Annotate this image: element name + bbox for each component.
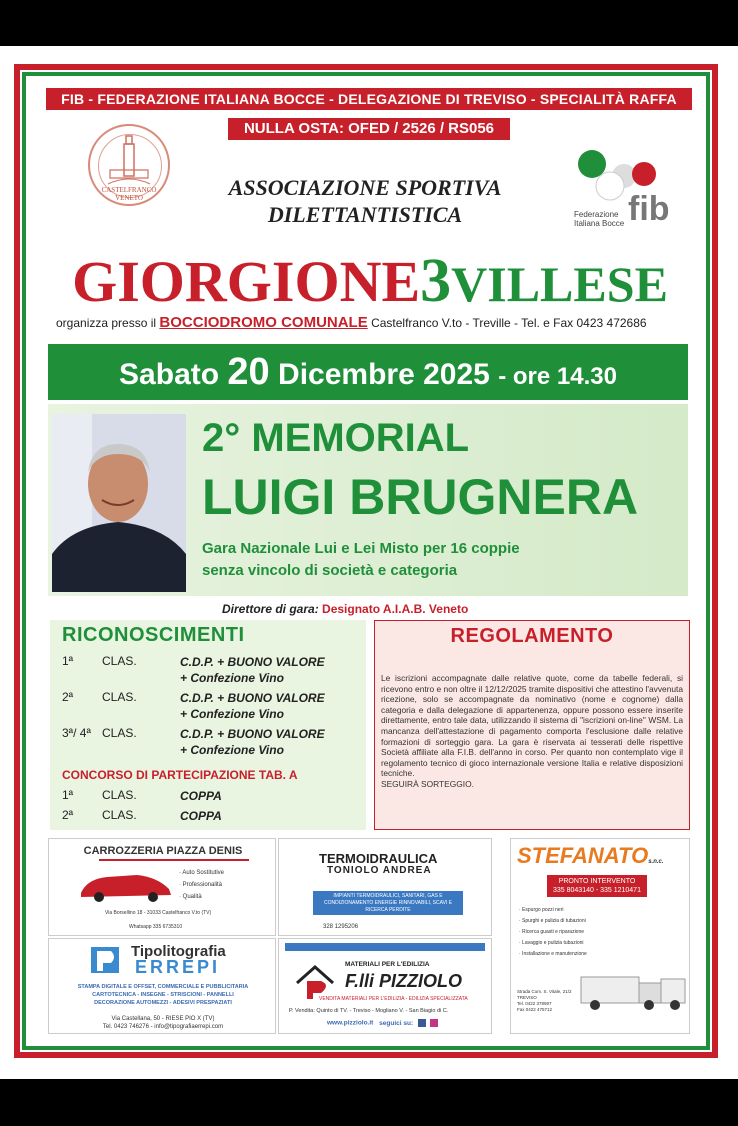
- instagram-icon[interactable]: [430, 1019, 438, 1027]
- fib-caption-1: Federazione: [574, 210, 619, 219]
- association-title: [180, 174, 550, 228]
- carrozzeria-feature: · Auto Sostitutive: [179, 870, 225, 876]
- pizziolo-web[interactable]: www.pizziolo.it: [327, 1019, 374, 1027]
- prize-row: [62, 654, 362, 688]
- stefanato-name-text: STEFANATO: [517, 843, 649, 868]
- carrozzeria-feature: · Professionalità: [179, 882, 223, 888]
- date-day: 20: [227, 351, 270, 393]
- stefanato-service: · Espurgo pozzi neri: [519, 907, 564, 913]
- prize-position: 3ª/ 4ª: [62, 726, 91, 740]
- memorial-line-1: 2° MEMORIAL: [202, 416, 470, 460]
- date-time: - ore 14.30: [498, 363, 617, 390]
- memorial-desc-1: Gara Nazionale Lui e Lei Misto per 16 coppie: [202, 540, 520, 557]
- stefanato-service: · Ricerca guasti e riparazione: [519, 929, 585, 935]
- sponsor-stefanato: [510, 838, 690, 1034]
- portrait-photo: [52, 414, 186, 592]
- truck-icon: [577, 969, 689, 1013]
- errepi-desc-2: CARTOTECNICA - INSEGNE - STRISCIONI - PANNELLI: [92, 992, 234, 998]
- pizziolo-social-label: seguici su:: [379, 1019, 414, 1027]
- date-month-year: Dicembre 2025: [278, 358, 490, 391]
- stefanato-tel: Tel. 0422 378997: [517, 1001, 552, 1006]
- fib-logo-text: fib: [628, 190, 670, 228]
- prize-text: [180, 726, 380, 758]
- stefanato-pronto-label: PRONTO INTERVENTO: [558, 878, 636, 885]
- riconoscimenti-title: RICONOSCIMENTI: [62, 624, 245, 646]
- regolamento-body: Le iscrizioni accompagnate dalle relative quote, come da tabelle federali, si ricevono entro e non oltre il 12/12/2025 tramite dispositivi che attestino l'avvenuta ricezione, solo se accompagnate da nominativo (nome e cognome) dalla categoria e dalla delegazione di appartenenza, oppure possono essere inserite direttamente, entro tale data, utilizzando il sistema di "iscrizioni on-line" WSM. La mancanza dell'attestazione di pagamento comporta l'esclusione dalle relative formazioni di sorteggio gara. La gara è riservata ai tesserati delle rispettive Società affiliate alla F.I.B. dell'anno in corso. Per quanto non contemplato vige il regolamento tecnico di gioco internazionale versione Italia e relative disposizioni tecniche.: [381, 673, 683, 779]
- stefanato-contacts: [517, 989, 577, 1013]
- concorso-row: [62, 788, 362, 804]
- prize-position: 1ª: [62, 654, 74, 668]
- race-director-label: Direttore di gara:: [222, 602, 319, 616]
- sponsors-grid: [48, 838, 690, 1036]
- event-date-banner: [48, 344, 688, 400]
- fib-banner: FIB - FEDERAZIONE ITALIANA BOCCE - DELEGAZIONE DI TREVISO - SPECIALITÀ RAFFA: [46, 88, 692, 110]
- memorial-description: [202, 538, 520, 582]
- carrozzeria-address: Via Borsellino 18 - 31033 Castelfranco V.to (TV): [105, 910, 212, 916]
- carrozzeria-name: CARROZZERIA PIAZZA DENIS: [83, 845, 243, 857]
- memorial-section: [48, 404, 688, 596]
- club-name-part2: VILLESE: [451, 256, 668, 312]
- concorso-prize: COPPA: [180, 789, 222, 803]
- fib-caption-2: Italiana Bocce: [574, 219, 625, 228]
- club-name: [40, 246, 700, 317]
- venue-address: Castelfranco V.to - Treville - Tel. e Fax 0423 472686: [371, 316, 647, 330]
- memorial-line-2: LUIGI BRUGNERA: [202, 469, 639, 525]
- stefanato-name: [517, 843, 664, 869]
- concorso-position: 1ª: [62, 788, 74, 802]
- stefanato-suffix: s.n.c.: [648, 859, 664, 865]
- termo-name-2: TONIOLO ANDREA: [327, 865, 432, 876]
- prize-line-2: + Confezione Vino: [180, 743, 284, 757]
- assoc-line-2: DILETTANTISTICA: [267, 202, 463, 227]
- errepi-address: Via Castellana, 50 - RIESE PIO X (TV): [111, 1016, 215, 1022]
- concorso-title: CONCORSO DI PARTECIPAZIONE TAB. A: [62, 768, 298, 782]
- castelfranco-seal-logo: [88, 124, 170, 206]
- pizziolo-tag: MATERIALI PER L'EDILIZIA: [345, 961, 430, 968]
- prize-line-1: C.D.P. + BUONO VALORE: [180, 727, 325, 741]
- stefanato-service: · Installazione e manutenzione: [519, 951, 587, 957]
- errepi-name-1: Tipolitografia: [131, 943, 226, 960]
- race-director: [222, 602, 468, 616]
- concorso-clas: CLAS.: [102, 808, 137, 822]
- organizer-line: [56, 314, 696, 331]
- prize-line-2: + Confezione Vino: [180, 671, 284, 685]
- stefanato-phones: 335 8043140 - 335 1210471: [553, 887, 641, 894]
- organizer-prefix: organizza presso il: [56, 316, 157, 330]
- venue-name: BOCCIODROMO COMUNALE: [159, 314, 368, 331]
- stefanato-fax: Fax 0422 475712: [517, 1007, 553, 1012]
- errepi-tel: Tel. 0423 746276 - info@tipografiaerrepi.com: [102, 1024, 224, 1030]
- pizziolo-web-row: [327, 1019, 438, 1028]
- carrozzeria-feature: · Qualità: [179, 894, 202, 900]
- concorso-row: [62, 808, 362, 824]
- stefanato-service: · Spurghi e pulizia di tubazioni: [519, 918, 586, 924]
- fib-caption: [574, 210, 624, 228]
- prize-clas: CLAS.: [102, 690, 137, 704]
- prize-row: [62, 726, 362, 760]
- stefanato-address: Strada Com. S. Vitale, 21/2 TREVISO: [517, 989, 572, 1000]
- pizziolo-desc: VENDITA MATERIALI PER L'EDILIZIA - EDILIZIA SPECIALIZZATA: [319, 996, 468, 1002]
- stefanato-service: · Lavaggio e pulizia tubazioni: [519, 940, 584, 946]
- pizziolo-name: F.lli PIZZIOLO: [345, 971, 462, 991]
- carrozzeria-whatsapp: Whatsapp 335 6735310: [129, 924, 183, 930]
- regolamento-title: REGOLAMENTO: [450, 625, 614, 647]
- concorso-prize: COPPA: [180, 809, 222, 823]
- errepi-logo-icon: [89, 943, 125, 977]
- regolamento-box: [374, 620, 690, 830]
- termo-name-1: TERMOIDRAULICA: [319, 851, 438, 866]
- prize-clas: CLAS.: [102, 726, 137, 740]
- prize-line-2: + Confezione Vino: [180, 707, 284, 721]
- race-director-value: Designato A.I.A.B. Veneto: [322, 602, 469, 616]
- club-name-part1: GIORGIONE: [72, 249, 421, 314]
- regolamento-footer: SEGUIRÀ SORTEGGIO.: [381, 778, 474, 789]
- errepi-contacts: [53, 1015, 273, 1031]
- sponsor-pizziolo: [278, 938, 492, 1034]
- date-dayname: Sabato: [119, 358, 220, 391]
- prize-row: [62, 690, 362, 724]
- red-car-icon: [77, 867, 175, 903]
- regolamento-text: [381, 673, 683, 790]
- club-name-number: 3: [420, 247, 452, 315]
- riconoscimenti-box: [50, 620, 366, 830]
- carrozzeria-features: [179, 869, 275, 901]
- sponsor-termoidraulica: [278, 838, 492, 936]
- concorso-clas: CLAS.: [102, 788, 137, 802]
- errepi-desc-1: STAMPA DIGITALE E OFFSET, COMMERCIALE E PUBBLICITARIA: [77, 984, 249, 990]
- stefanato-pronto: [547, 875, 647, 897]
- facebook-icon[interactable]: [418, 1019, 426, 1027]
- sponsor-carrozzeria: [48, 838, 276, 936]
- termo-desc: IMPIANTI TERMOIDRAULICI, SANITARI, GAS E CONDIZIONAMENTO ENERGIE RINNOVABILI, SCAVI E RICERCA PERDITE: [313, 891, 463, 915]
- poster: [0, 46, 738, 1079]
- seal-text: CASTELFRANCO VENETO: [101, 186, 157, 202]
- errepi-services: [53, 983, 273, 1007]
- prize-line-1: C.D.P. + BUONO VALORE: [180, 655, 325, 669]
- nulla-osta-banner: NULLA OSTA: OFED / 2526 / RS056: [228, 118, 510, 140]
- assoc-line-1: ASSOCIAZIONE SPORTIVA: [228, 175, 502, 200]
- prize-text: [180, 654, 380, 686]
- errepi-name-2: ERREPI: [135, 957, 221, 977]
- pizziolo-address: P. Vendita: Quinto di TV. - Treviso - Mogliano V. - San Biagio di C.: [289, 1008, 449, 1014]
- termo-phone: 328 1295206: [323, 924, 359, 930]
- errepi-desc-3: DECORAZIONE AUTOMEZZI - ADESIVI PRESPAZIATI: [94, 1000, 232, 1006]
- prize-text: [180, 690, 380, 722]
- prize-clas: CLAS.: [102, 654, 137, 668]
- concorso-position: 2ª: [62, 808, 74, 822]
- prize-position: 2ª: [62, 690, 74, 704]
- memorial-desc-2: senza vincolo di società e categoria: [202, 562, 458, 579]
- sponsor-errepi: [48, 938, 276, 1034]
- stefanato-services: [519, 905, 629, 960]
- prize-line-1: C.D.P. + BUONO VALORE: [180, 691, 325, 705]
